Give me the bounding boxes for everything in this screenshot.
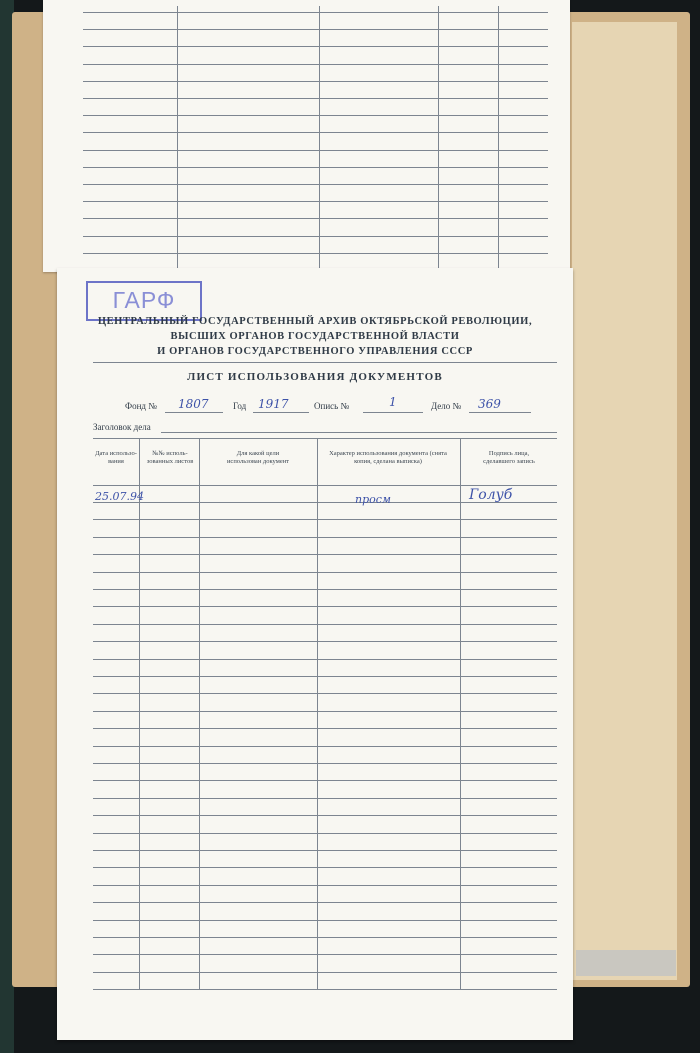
archive-stamp — [86, 281, 202, 321]
table-row-rule — [93, 954, 557, 955]
sheet-row-rule — [83, 115, 548, 116]
sheet-row-rule — [83, 64, 548, 65]
table-row-rule — [93, 519, 557, 520]
table-column-rule — [317, 438, 318, 990]
year-label: Год — [233, 401, 247, 411]
table-row-rule — [93, 763, 557, 764]
sheet-column-rule — [177, 6, 178, 270]
sheet-row-rule — [83, 46, 548, 47]
delo-underline — [469, 412, 531, 413]
sheet-column-rule — [438, 6, 439, 270]
entry-signature: Голуб — [469, 487, 513, 503]
sheet-row-rule — [83, 167, 548, 168]
fond-label: Фонд № — [125, 401, 157, 411]
table-row-rule — [93, 693, 557, 694]
opis-underline — [363, 412, 423, 413]
table-column-rule — [139, 438, 140, 990]
sheet-row-rule — [83, 236, 548, 237]
header-rule — [93, 362, 557, 363]
header-line-1: ЦЕНТРАЛЬНЫЙ ГОСУДАРСТВЕННЫЙ АРХИВ ОКТЯБРЬСКОЙ РЕВОЛЮЦИИ, — [97, 316, 533, 327]
folder-inner-page — [572, 22, 677, 980]
column-header-date: Дата использо-вания — [95, 450, 137, 465]
usage-sheet — [57, 268, 573, 1040]
sheet-column-rule — [498, 6, 499, 270]
opis-value: 1 — [389, 395, 397, 409]
table-row-rule — [93, 833, 557, 834]
sheet-row-rule — [83, 81, 548, 82]
delo-value: 369 — [478, 397, 501, 411]
table-row-rule — [93, 746, 557, 747]
table-row-rule — [93, 711, 557, 712]
table-row-rule — [93, 920, 557, 921]
year-underline — [253, 412, 309, 413]
table-row-rule — [93, 989, 557, 990]
sheet-row-rule — [83, 12, 548, 13]
table-row-rule — [93, 867, 557, 868]
fond-underline — [165, 412, 223, 413]
table-row-rule — [93, 624, 557, 625]
table-row-rule — [93, 850, 557, 851]
table-row-rule — [93, 780, 557, 781]
table-row-rule — [93, 815, 557, 816]
sheet-row-rule — [83, 132, 548, 133]
table-row-rule — [93, 554, 557, 555]
table-row-rule — [93, 606, 557, 607]
sheet-column-rule — [319, 6, 320, 270]
table-row-rule — [93, 676, 557, 677]
table-row-rule — [93, 902, 557, 903]
table-column-rule — [460, 438, 461, 990]
column-header-character: Характер использования документа (снята копия, сделана выписка) — [329, 450, 447, 465]
column-header-sheets: №№ исполь-зованных листов — [146, 450, 194, 465]
sheet-row-rule — [83, 201, 548, 202]
column-header-purpose: Для какой цели использован документ — [226, 450, 290, 465]
header-line-3: И ОРГАНОВ ГОСУДАРСТВЕННОГО УПРАВЛЕНИЯ СССР — [157, 346, 473, 357]
delo-label: Дело № — [431, 401, 462, 411]
header-line-2: ВЫСШИХ ОРГАНОВ ГОСУДАРСТВЕННОЙ ВЛАСТИ — [170, 331, 460, 342]
table-row-rule — [93, 885, 557, 886]
sheet-row-rule — [83, 150, 548, 151]
column-header-signature: Подпись лица, сделавшего запись — [483, 450, 535, 465]
year-value: 1917 — [258, 397, 289, 411]
sheet-row-rule — [83, 218, 548, 219]
zagolovok-underline-2 — [93, 438, 557, 439]
table-row-rule — [93, 972, 557, 973]
opis-label: Опись № — [314, 401, 350, 411]
column-header-rule — [93, 485, 557, 486]
table-column-rule — [199, 438, 200, 990]
table-row-rule — [93, 937, 557, 938]
table-row-rule — [93, 728, 557, 729]
entry-date: 25.07.94 — [95, 490, 144, 503]
page-title: ЛИСТ ИСПОЛЬЗОВАНИЯ ДОКУМЕНТОВ — [187, 371, 443, 383]
zagolovok-label: Заголовок дела — [93, 422, 151, 432]
sheet-row-rule — [83, 253, 548, 254]
table-row-rule — [93, 798, 557, 799]
previous-ruled-sheet — [43, 0, 570, 272]
zagolovok-underline — [161, 432, 557, 433]
table-row-rule — [93, 537, 557, 538]
table-row-rule — [93, 641, 557, 642]
folder-inner-bottom — [576, 950, 676, 976]
sheet-row-rule — [83, 98, 548, 99]
table-row-rule — [93, 572, 557, 573]
fond-value: 1807 — [178, 397, 209, 411]
sheet-row-rule — [83, 184, 548, 185]
table-row-rule — [93, 659, 557, 660]
entry-character: просм — [355, 493, 392, 506]
stamp-text: ГАРФ — [112, 287, 176, 313]
table-row-rule — [93, 589, 557, 590]
sheet-row-rule — [83, 29, 548, 30]
